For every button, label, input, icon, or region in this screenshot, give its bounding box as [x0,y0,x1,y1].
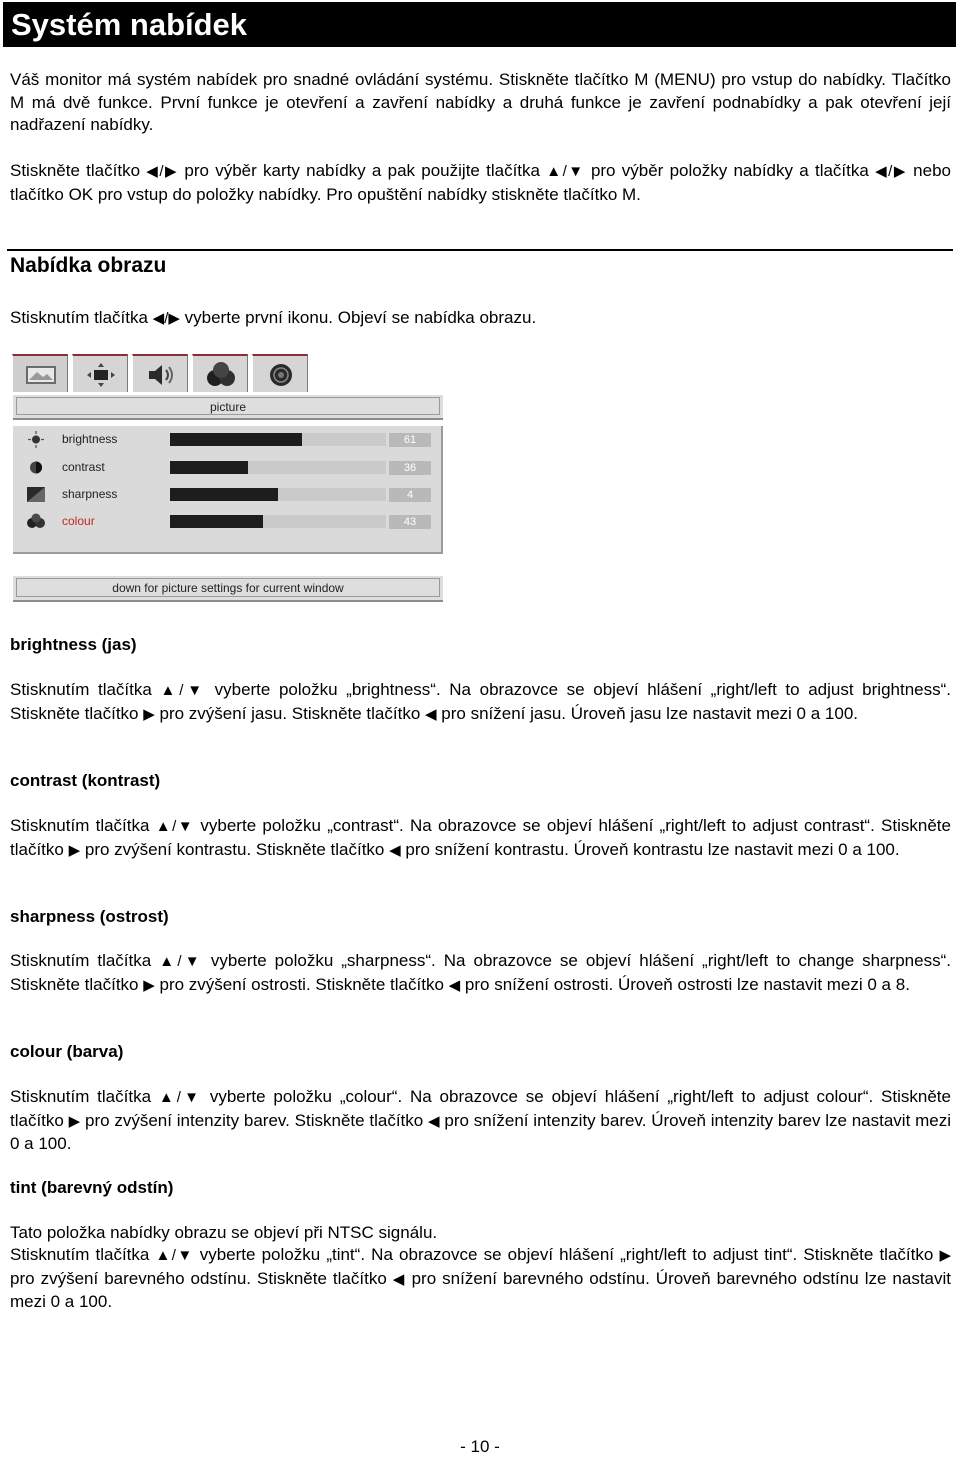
sharpness-level-bar[interactable] [170,488,386,501]
text-run: Stisknutím tlačítka [10,951,160,970]
right-arrow-icon: ▶ [143,705,155,723]
up-down-arrows-icon: ▲/▼ [155,1247,194,1264]
osd-item-value: 61 [389,433,431,447]
level-fill [170,433,302,446]
position-tab-icon [85,362,117,388]
tint-note: Tato položka nabídky obrazu se objeví při NTSC signálu. [10,1223,438,1242]
text-run: pro zvýšení intenzity barev. Stiskněte tlačítko [80,1110,428,1130]
contrast-icon [26,459,46,476]
osd-header-label: picture [16,397,440,415]
text-run: pro snížení ostrosti. Úroveň ostrosti lze nastavit mezi 0 a 8. [460,974,910,994]
osd-item-value: 36 [389,461,431,475]
osd-tab-bar [12,352,314,392]
options-tab-icon [265,362,297,388]
text-run: pro snížení barevného odstínu. Úroveň barevného odstínu lze nastavit mezi 0 a 100. [10,1268,952,1311]
osd-tab-audio[interactable] [132,354,188,392]
tint-paragraph [10,1244,951,1314]
level-fill [170,461,248,474]
text-run: pro výběr karty nabídky a pak použijte tlačítka [178,161,547,180]
brightness-heading: brightness (jas) [10,635,137,654]
level-fill [170,515,263,528]
text-run: Stisknutím tlačítka [10,1087,159,1106]
right-arrow-icon: ▶ [939,1247,951,1264]
page-number: - 10 - [460,1437,500,1456]
osd-item-label: contrast [62,460,105,474]
left-arrow-icon: ◀ [448,976,461,994]
osd-item-label-selected: colour [62,514,95,528]
colour-level-bar[interactable] [170,515,386,528]
up-down-arrows-icon: ▲/▼ [159,953,203,970]
navigation-paragraph [10,160,951,206]
left-right-arrows-icon: ◀/▶ [875,163,907,180]
text-run: Stisknutím tlačítka [10,1245,156,1264]
left-right-arrows-icon: ◀/▶ [152,310,180,327]
left-arrow-icon: ◀ [425,705,437,723]
contrast-paragraph [10,815,951,862]
osd-picture-menu-screenshot [12,352,444,606]
sharpness-icon [26,486,46,503]
text-run: vyberte položku „brightness“. Na obrazovce se objeví hlášení „right/left to adjust brightness“. Stiskněte tlačítko [10,680,951,723]
text-run: vyberte položku „colour“. Na obrazovce se objeví hlášení „right/left to adjust colour“. Stiskněte tlačítko [10,1087,951,1130]
brightness-icon [26,431,46,448]
up-down-arrows-icon: ▲/▼ [160,682,206,699]
osd-footer-text: down for picture settings for current window [16,578,440,597]
section-intro [10,307,951,331]
contrast-level-bar[interactable] [170,461,386,474]
osd-settings-panel [13,426,443,554]
brightness-paragraph [10,679,951,726]
text-run: Stisknutím tlačítka [10,308,153,327]
osd-row-contrast[interactable] [13,456,441,480]
osd-tab-options[interactable] [252,354,308,392]
text-run: Stiskněte tlačítko [10,161,147,180]
up-down-arrows-icon: ▲/▼ [155,818,195,835]
page-title: Systém nabídek [3,2,956,47]
intro-paragraph: Váš monitor má systém nabídek pro snadné ovládání systému. Stiskněte tlačítko M (MENU) pro vstup do nabídky. Tlačítko M má dvě funkce. První funkce je otevření a zavření nabídky a druhá funkce je zavření podnabídky a pak otevření její nadřazení nabídky. [10,70,951,134]
contrast-heading: contrast (kontrast) [10,771,161,790]
left-right-arrows-icon: ◀/▶ [146,163,179,180]
text-run: nebo tlačítko OK pro vstup do položky nabídky. Pro opuštění nabídky stiskněte tlačítko M. [10,161,951,204]
text-run: pro zvýšení kontrastu. Stiskněte tlačítko [80,839,390,859]
up-down-arrows-icon: ▲/▼ [158,1089,203,1106]
osd-header [13,394,443,420]
text-run: pro snížení jasu. Úroveň jasu lze nastavit mezi 0 a 100. [436,703,859,723]
osd-row-sharpness[interactable] [13,483,441,507]
left-arrow-icon: ◀ [389,841,401,859]
osd-item-label: sharpness [62,487,118,501]
tint-heading: tint (barevný odstín) [10,1178,174,1197]
section-title: Nabídka obrazu [10,254,167,277]
sharpness-paragraph [10,950,951,997]
text-run: pro snížení intenzity barev. Úroveň intenzity barev lze nastavit mezi 0 a 100. [10,1110,951,1153]
text-run: vyberte položku „sharpness“. Na obrazovce se objeví hlášení „right/left to change sharpness“. Stiskněte tlačítko [10,951,951,994]
right-arrow-icon: ▶ [68,841,81,859]
osd-row-colour[interactable] [13,510,441,534]
osd-item-label: brightness [62,432,118,446]
text-run: pro zvýšení jasu. Stiskněte tlačítko [154,703,426,723]
osd-tab-picture[interactable] [12,354,68,392]
osd-tab-position[interactable] [72,354,128,392]
text-run: vyberte první ikonu. Objeví se nabídka obrazu. [179,308,537,327]
colour-icon [26,513,46,530]
text-run: vyberte položku „tint“. Na obrazovce se objeví hlášení „right/left to adjust tint“. Stiskněte tlačítko [193,1245,940,1264]
text-run: pro zvýšení ostrosti. Stiskněte tlačítko [154,974,449,994]
left-arrow-icon: ◀ [428,1112,440,1130]
level-fill [170,488,278,501]
text-run: pro snížení kontrastu. Úroveň kontrastu lze nastavit mezi 0 a 100. [400,839,900,859]
audio-tab-icon [145,362,177,388]
sharpness-heading: sharpness (ostrost) [10,907,169,926]
osd-tab-color[interactable] [192,354,248,392]
osd-row-brightness[interactable] [13,428,441,452]
text-run: pro zvýšení barevného odstínu. Stiskněte tlačítko [10,1268,393,1288]
up-down-arrows-icon: ▲/▼ [546,163,585,180]
text-run: Stisknutím tlačítka [10,816,156,835]
osd-item-value: 4 [389,488,431,502]
colour-paragraph [10,1086,951,1156]
section-divider [7,249,953,251]
left-arrow-icon: ◀ [392,1270,406,1288]
text-run: vyberte položku „contrast“. Na obrazovce se objeví hlášení „right/left to adjust contrast“. Stiskněte tlačítko [10,816,951,859]
picture-tab-icon [25,362,57,388]
colour-heading: colour (barva) [10,1042,124,1061]
osd-footer-hint [13,576,443,602]
right-arrow-icon: ▶ [68,1112,81,1130]
color-tab-icon [205,362,237,388]
brightness-level-bar[interactable] [170,433,386,446]
text-run: Stisknutím tlačítka [10,680,161,699]
right-arrow-icon: ▶ [143,976,155,994]
text-run: pro výběr položky nabídky a tlačítka [584,161,876,180]
osd-item-value: 43 [389,515,431,529]
